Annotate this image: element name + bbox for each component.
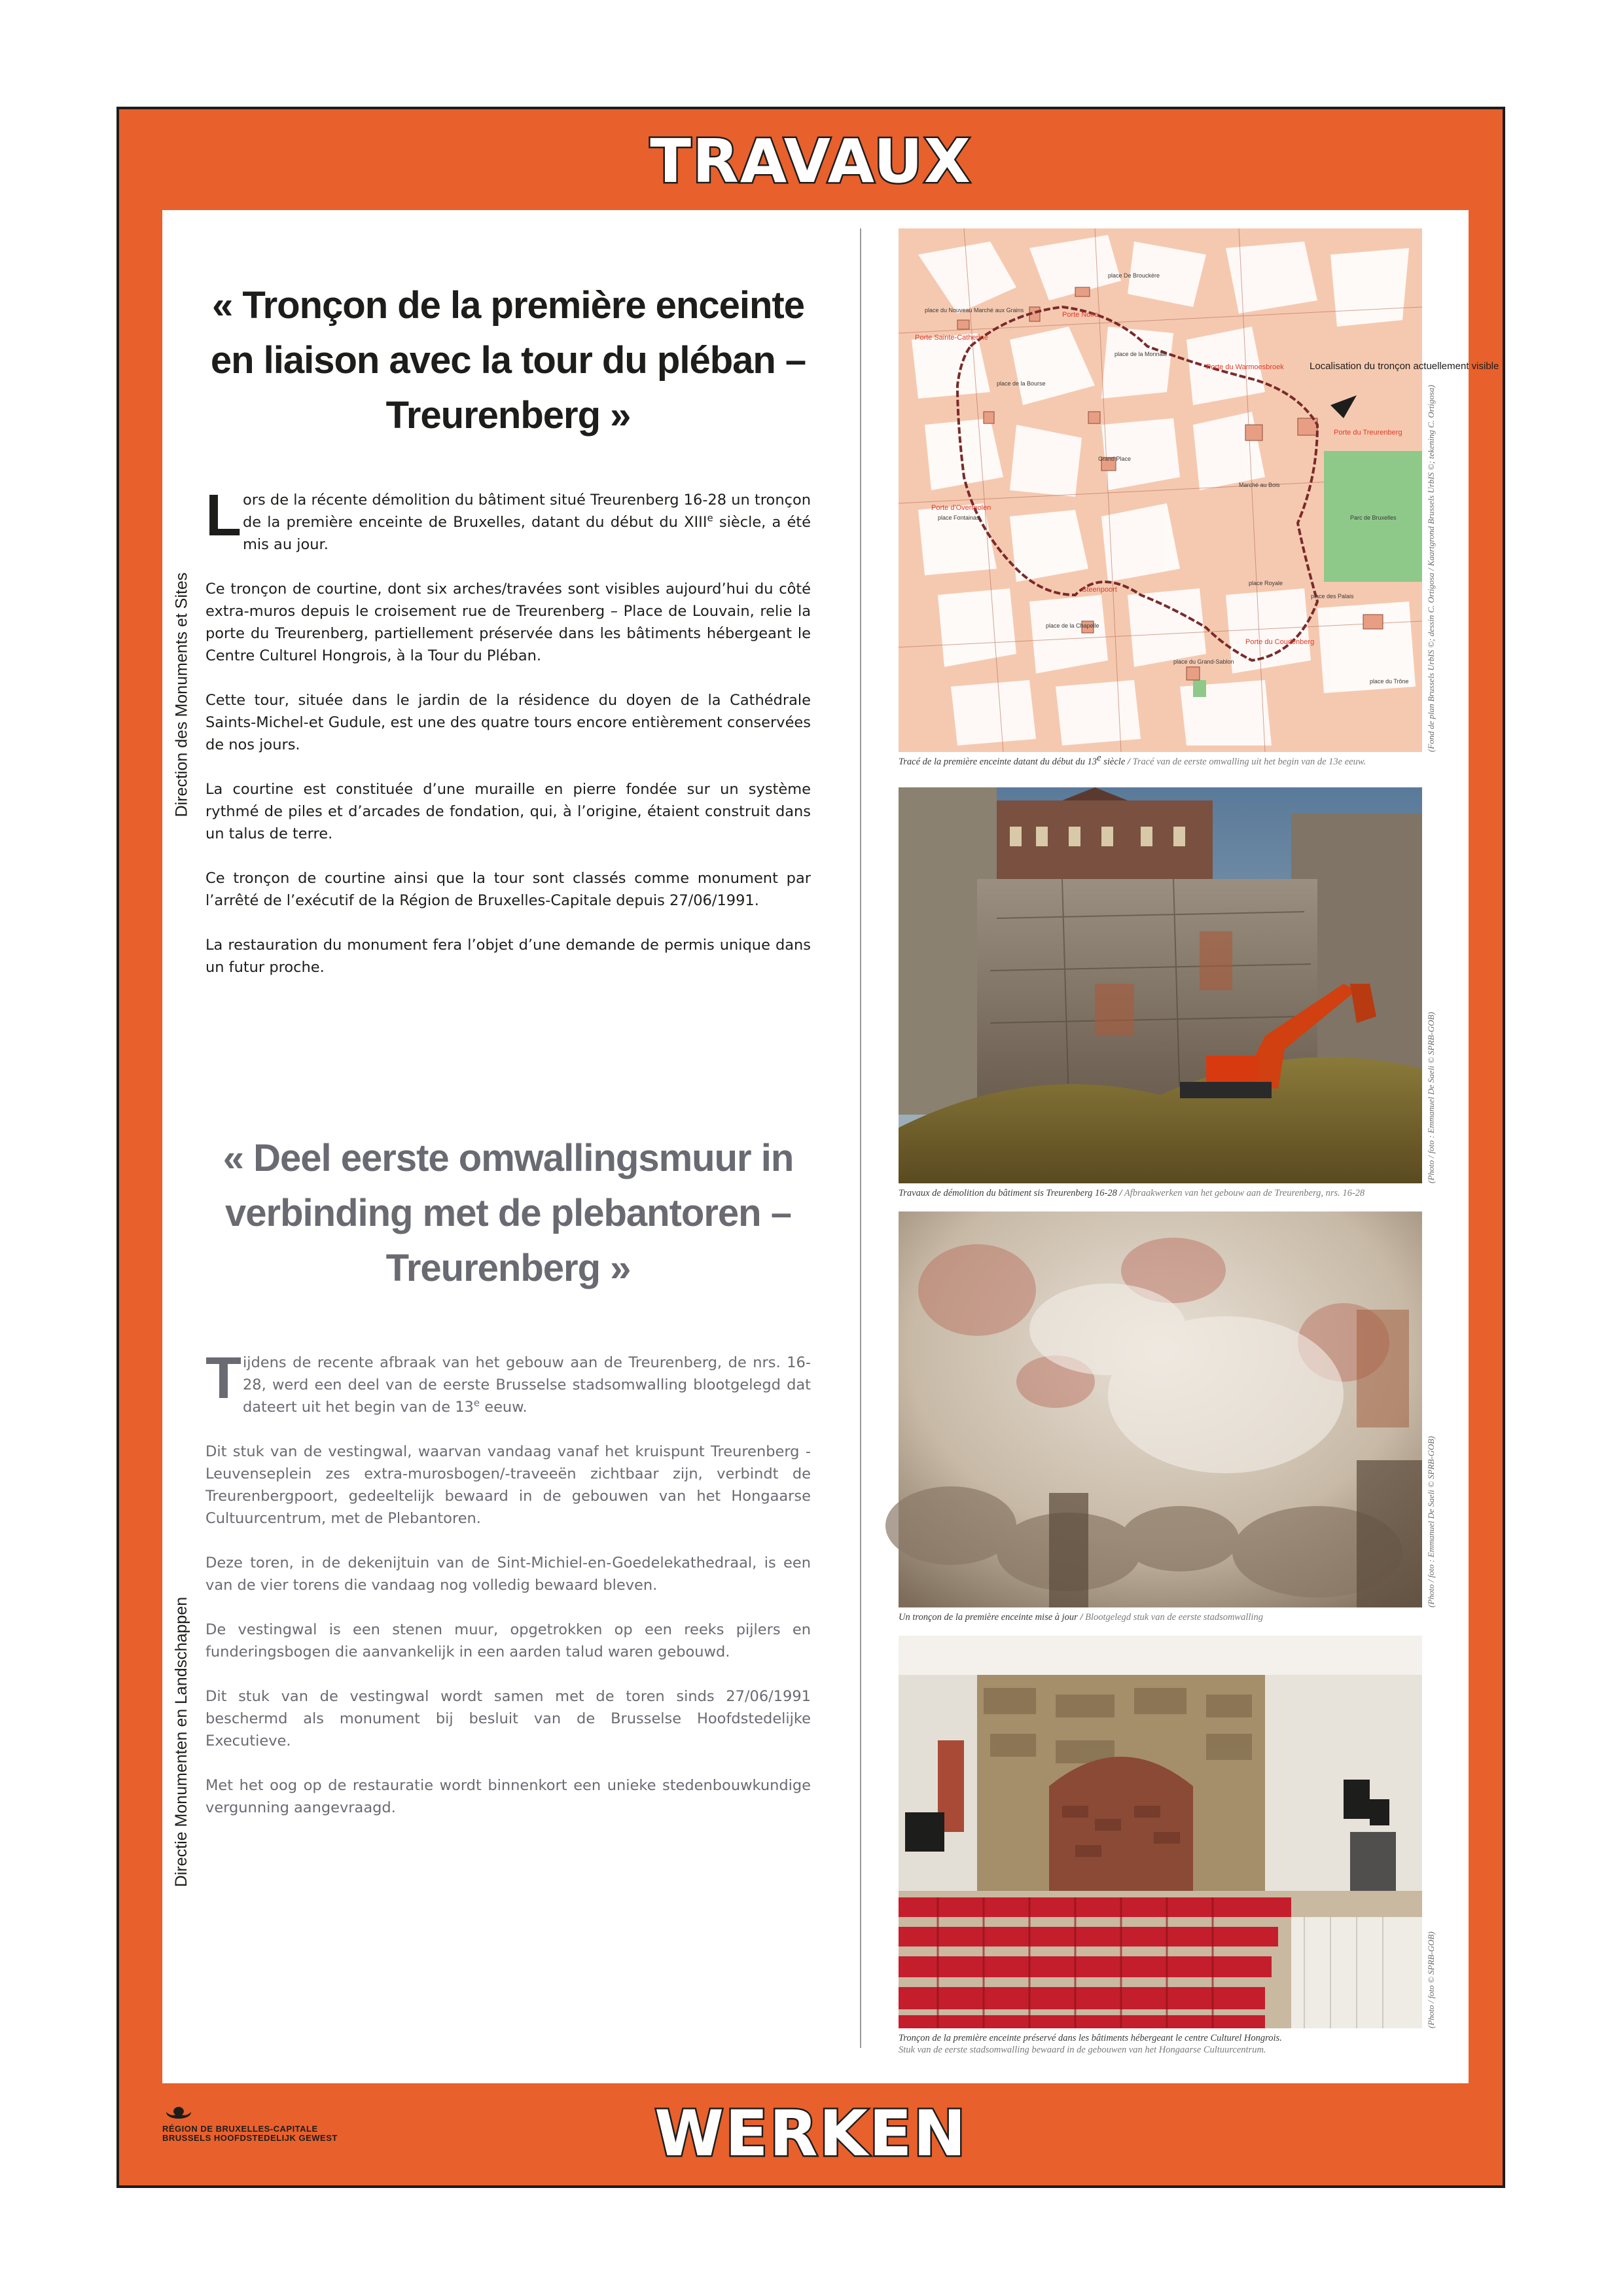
svg-text:place du Nouveau Marché aux Gr: place du Nouveau Marché aux Grains xyxy=(925,307,1024,314)
footer-title: WERKEN xyxy=(654,2097,967,2170)
french-paragraph-1: Lors de la récente démolition du bâtiment situé Treurenberg 16-28 un tronçon de la première enceinte de Bruxelles, datant du début du XIIIe siècle, a été mis au jour. xyxy=(205,483,812,553)
photo-hall-figure xyxy=(899,1636,1435,2056)
dutch-title: « Deel eerste omwallingsmuur in verbinding met de plebantoren – Treurenberg » xyxy=(223,1137,794,1289)
french-section xyxy=(205,278,811,443)
hall-photo-illustration xyxy=(899,1636,1422,2028)
dutch-drop-cap: T xyxy=(205,1346,241,1411)
svg-text:Marché au Bois: Marché au Bois xyxy=(1239,482,1280,488)
svg-text:place de la Bourse: place de la Bourse xyxy=(997,380,1046,387)
photo-hall-credit: (Photo / foto © SPRB-GOB) xyxy=(1426,1931,1436,2028)
svg-text:place Fontainas: place Fontainas xyxy=(938,514,980,521)
photo-demolition-figure xyxy=(899,787,1435,1199)
svg-text:Porte du Coudenberg: Porte du Coudenberg xyxy=(1245,638,1315,646)
svg-text:place de la Monnaie: place de la Monnaie xyxy=(1115,351,1168,357)
dutch-paragraph-4: De vestingwal is een stenen muur, opgetrokken op een reeks pijlers en funderingsbogen die aanvankelijk in een aarden talud waren gebouwd. xyxy=(205,1621,811,1660)
dutch-paragraph-6: Met het oog op de restauratie wordt binnenkort een unieke stedenbouwkundige vergunning aangevraagd. xyxy=(205,1777,811,1816)
svg-text:place De Brouckère: place De Brouckère xyxy=(1108,272,1160,279)
photo-demolition xyxy=(899,787,1422,1183)
svg-text:Porte d'Overmolen: Porte d'Overmolen xyxy=(931,504,991,512)
svg-text:Steenpoort: Steenpoort xyxy=(1082,586,1117,594)
side-label-fr xyxy=(162,498,202,891)
french-paragraph-2: Ce tronçon de courtine, dont six arches/travées sont visibles aujourd’hui du côté extra-muros depuis le croisement rue de Treurenberg – Place de Louvain, relie la porte du Treurenberg, partiellement préservée dans les bâtiments hébergeant le Centre Culturel Hongrois, à la Tour du Pléban. xyxy=(205,581,811,664)
svg-text:place du Grand-Sablon: place du Grand-Sablon xyxy=(1173,658,1234,665)
poster-frame xyxy=(116,107,1505,2188)
svg-text:Porte Noire: Porte Noire xyxy=(1062,311,1099,319)
map-credit: (Fond de plan Brussels UrbIS ©; dessin C. Ortigosa / Kaartgrond Brussels UrbIS ©; tekening C. Ortigosa) xyxy=(1426,385,1436,752)
photo-wall xyxy=(899,1211,1422,1607)
svg-text:place du Trône: place du Trône xyxy=(1370,678,1409,685)
dutch-paragraph-5: Dit stuk van de vestingwal wordt samen met de toren sinds 27/06/1991 beschermd als monument bij besluit van de Brusselse Hoofdstedelijke Executieve. xyxy=(205,1688,811,1749)
svg-text:place des Palais: place des Palais xyxy=(1311,593,1354,600)
header-title: TRAVAUX xyxy=(650,126,972,196)
photo-hall-caption: Tronçon de la première enceinte préservé dans les bâtiments hébergeant le centre Culturel Hongrois. Stuk van de eerste stadsomwalling bewaard in de gebouwen van het Hongaarse Cultuurcentrum. xyxy=(899,2033,1282,2055)
map-callout-text: Localisation du tronçon actuellement visible xyxy=(1310,361,1499,372)
french-drop-cap: L xyxy=(205,483,241,548)
wall-photo-illustration xyxy=(899,1211,1422,1607)
logo-line-2: BRUSSELS HOOFDSTEDELIJK GEWEST xyxy=(162,2133,338,2143)
column-divider xyxy=(860,228,861,2048)
map-figure xyxy=(899,228,1499,768)
french-paragraph-3: Cette tour, située dans le jardin de la résidence du doyen de la Cathédrale Saints-Michel-et Gudule, est une des quatre tours encore entièrement conservées de nos jours. xyxy=(205,692,811,753)
svg-text:place de la Chapelle: place de la Chapelle xyxy=(1046,622,1099,629)
french-title: « Tronçon de la première enceinte en liaison avec la tour du pléban – Treurenberg » xyxy=(210,284,806,437)
dutch-body xyxy=(205,1346,811,1841)
french-paragraph-6: La restauration du monument fera l’objet d’une demande de permis unique dans un futur proche. xyxy=(205,937,811,976)
svg-text:Porte du Warmoesbroek: Porte du Warmoesbroek xyxy=(1206,363,1284,371)
side-label-nl-text: Directie Monumenten en Landschappen xyxy=(172,1596,191,1887)
svg-text:Grand Place: Grand Place xyxy=(1098,456,1132,462)
french-paragraph-4: La courtine est constituée d’une muraille en pierre fondée sur un système rythmé de piles et d’arcades de fondation, qui, à l’origine, étaient construit dans un talus de terre. xyxy=(205,781,811,842)
svg-text:Porte du Treurenberg: Porte du Treurenberg xyxy=(1334,429,1402,437)
svg-text:Porte Sainte-Catherine: Porte Sainte-Catherine xyxy=(915,334,988,342)
photo-demolition-caption: Travaux de démolition du bâtiment sis Treurenberg 16-28 / Afbraakwerken van het gebouw aan de Treurenberg, nrs. 16-28 xyxy=(899,1188,1365,1198)
french-paragraph-5: Ce tronçon de courtine ainsi que la tour sont classés comme monument par l’arrêté de l’exécutif de la Région de Bruxelles-Capitale depuis 27/06/1991. xyxy=(205,870,811,909)
photo-hall xyxy=(899,1636,1422,2028)
side-label-nl xyxy=(162,1545,202,1938)
svg-text:place Royale: place Royale xyxy=(1249,580,1283,586)
photo-wall-credit: (Photo / foto : Emmanuel De Saeli © SPRB-GOB) xyxy=(1426,1436,1436,1607)
svg-text:Parc de Bruxelles: Parc de Bruxelles xyxy=(1350,514,1397,521)
demolition-photo-illustration xyxy=(899,787,1422,1183)
french-body xyxy=(205,483,812,1001)
photo-demolition-credit: (Photo / foto : Emmanuel De Saeli © SPRB-GOB) xyxy=(1426,1012,1436,1183)
photo-wall-figure xyxy=(899,1211,1435,1623)
side-label-fr-text: Direction des Monuments et Sites xyxy=(172,572,191,817)
content-panel xyxy=(162,210,1499,2083)
dutch-section xyxy=(205,1131,811,1296)
photo-wall-caption: Un tronçon de la première enceinte mise à jour / Blootgelegd stuk van de eerste stadsomwalling xyxy=(899,1612,1263,1623)
logo-line-1: RÉGION DE BRUXELLES-CAPITALE xyxy=(162,2124,318,2134)
dutch-paragraph-1: Tijdens de recente afbraak van het gebouw aan de Treurenberg, de nrs. 16-28, werd een deel van de eerste Brusselse stadsomwalling blootgelegd dat dateert uit het begin van de 13e eeuw. xyxy=(205,1346,811,1416)
map-caption: Tracé de la première enceinte datant du début du 13e siècle / Tracé van de eerste omwalling uit het begin van de 13e eeuw. xyxy=(899,753,1366,767)
dutch-paragraph-2: Dit stuk van de vestingwal, waarvan vandaag vanaf het kruispunt Treurenberg - Leuvenseplein zes extra-murosbogen/-traveeën zichtbaar zijn, verbindt de Treurenbergpoort, gedeeltelijk bewaard in de gebouwen van het Hongaarse Cultuurcentrum, met de Plebantoren. xyxy=(205,1443,811,1527)
dutch-paragraph-3: Deze toren, in de dekenijtuin van de Sint-Michiel-en-Goedelekathedraal, is een van de vier torens die vandaag nog volledig bewaard bleven. xyxy=(205,1554,811,1594)
